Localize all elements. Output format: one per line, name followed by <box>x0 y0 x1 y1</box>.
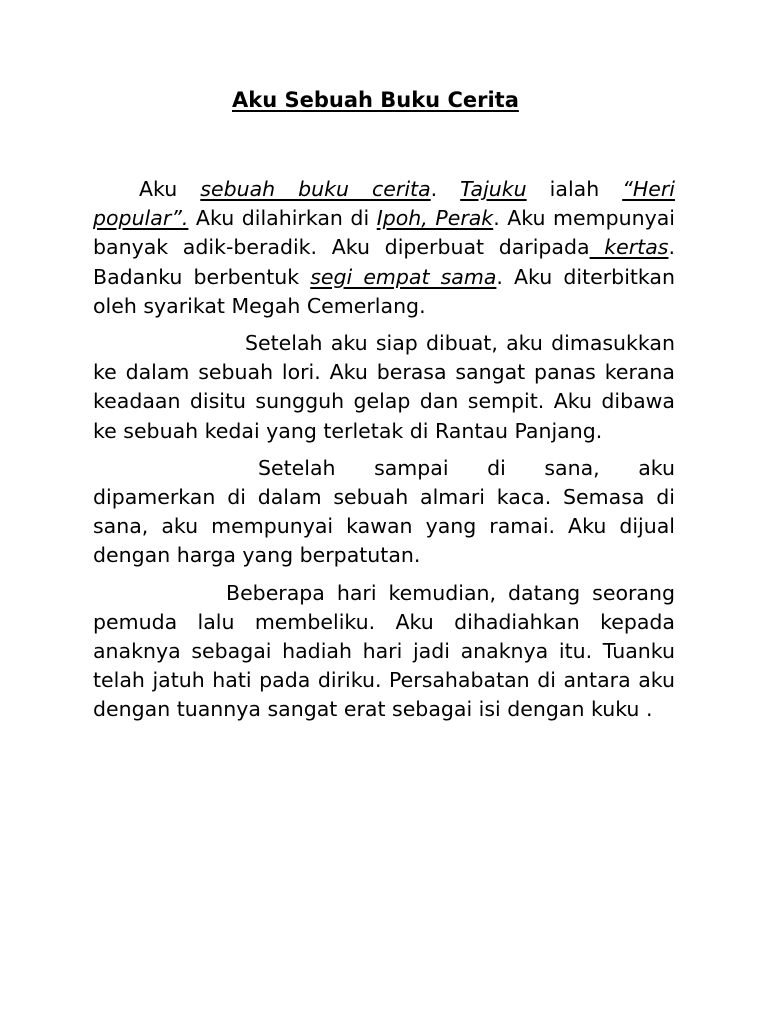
text-run: . <box>430 177 461 201</box>
underlined-italic-phrase: sebuah buku cerita <box>200 177 431 201</box>
underlined-italic-phrase: segi empat sama <box>310 264 497 289</box>
paragraph-3: Setelah sampai di sana, aku dipamerkan di dalam sebuah almari kaca. Semasa di sana, aku mempunyai kawan yang ramai. Aku dijual dengan harga yang berpatutan. <box>93 455 675 568</box>
text-run: Aku dilahirkan di <box>188 206 377 231</box>
text-run: Aku <box>139 177 201 201</box>
paragraph-4: Beberapa hari kemudian, datang seorang pemuda lalu membeliku. Aku dihadiahkan kepada anaknya sebagai hadiah hari jadi anaknya itu. Tuanku telah jatuh hati pada diriku. Persahabatan di antara aku dengan tuannya sangat erat sebagai isi dengan kuku . <box>93 580 675 722</box>
underlined-italic-phrase: “Heri popular”. <box>93 177 675 231</box>
text-run: . Badanku berbentuk <box>93 235 675 289</box>
underlined-italic-phrase: Ipoh, Perak <box>376 206 494 231</box>
text-run: ialah <box>526 177 623 201</box>
underlined-italic-phrase: kertas <box>589 235 669 260</box>
text-run: . Aku diterbitkan oleh syarikat Megah Cemerlang. <box>93 264 675 318</box>
paragraph-1 <box>93 175 675 321</box>
text-run: . Aku mempunyai banyak adik-beradik. Aku diperbuat daripada <box>93 206 675 260</box>
document-title: Aku Sebuah Buku Cerita <box>232 88 519 112</box>
paragraph-2: Setelah aku siap dibuat, aku dimasukkan ke dalam sebuah lori. Aku berasa sangat panas kerana keadaan disitu sungguh gelap dan sempit. Aku dibawa ke sebuah kedai yang terletak di Rantau Panjang. <box>93 331 675 443</box>
underlined-italic-phrase: Tajuku <box>460 177 527 201</box>
document-body <box>93 175 675 733</box>
